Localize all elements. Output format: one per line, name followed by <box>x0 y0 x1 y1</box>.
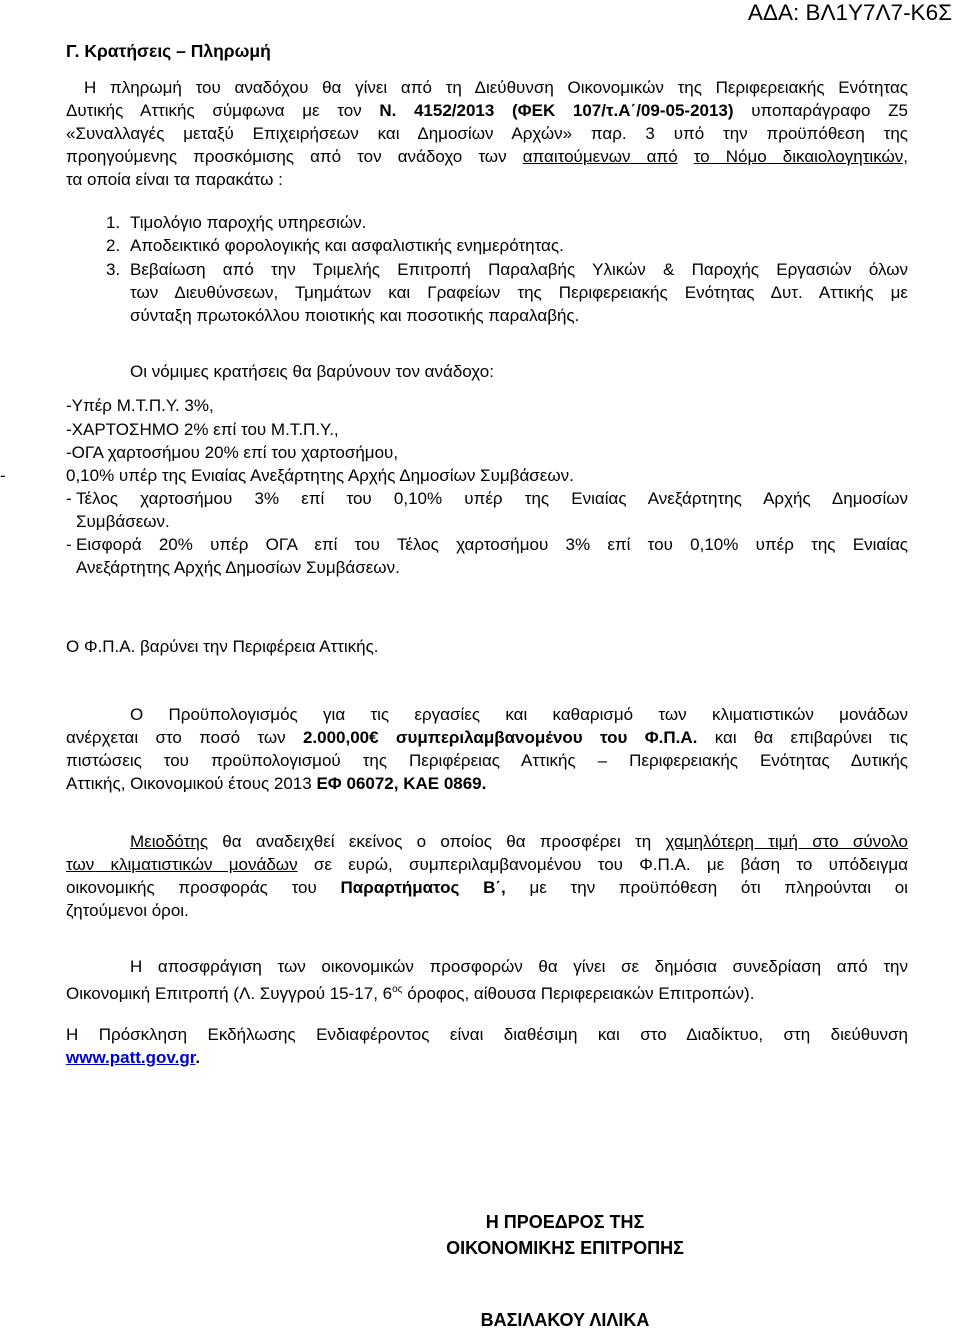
withholding-item: 0,10% υπέρ της Ενιαίας Ανεξάρτητης Αρχής Δημοσίων Συμβάσεων. <box>66 466 574 485</box>
text-line: των κλιματιστικών μονάδων σε ευρώ, συμπεριλαμβανομένου του Φ.Π.Α. με βάση το υπόδειγμα <box>66 855 908 874</box>
text-line: Η αποσφράγιση των οικονομικών προσφορών θα γίνει σε δημόσια συνεδρίαση από την <box>130 957 908 976</box>
withholding-item: Ανεξάρτητης Αρχής Δημοσίων Συμβάσεων. <box>76 558 400 577</box>
text-line: Ο Προϋπολογισμός για τις εργασίες και καθαρισμό των κλιματιστικών μονάδων <box>130 705 908 724</box>
text-line: Οικονομική Επιτροπή (Λ. Συγγρού 15-17, $6^{o\varsigma}$ όροφος, αίθουσα Περιφερειακών Επιτροπών). <box>66 984 755 1003</box>
list-dash: - <box>66 489 72 508</box>
website-link[interactable]: www.patt.gov.gr <box>66 1048 196 1067</box>
list-item: Αποδεικτικό φορολογικής και ασφαλιστικής ενημερότητας. <box>130 236 564 255</box>
text-line: ζητούμενοι όροι. <box>66 901 189 920</box>
withholding-item: Εισφορά 20% υπέρ ΟΓΑ επί του Τέλος χαρτοσήμου 3% επί του 0,10% υπέρ της Ενιαίας <box>76 535 908 554</box>
signature-role: ΟΙΚΟΝΟΜΙΚΗΣ ΕΠΙΤΡΟΠΗΣ <box>446 1238 684 1258</box>
withholding-item: -Υπέρ Μ.Τ.Π.Υ. 3%, <box>66 396 214 415</box>
list-dash: - <box>66 535 72 554</box>
list-number: 2. <box>106 236 121 255</box>
text-line: πιστώσεις του προϋπολογισμού της Περιφέρειας Αττικής – Περιφερειακής Ενότητας Δυτικής <box>66 751 908 770</box>
withholdings-intro: Οι νόμιμες κρατήσεις θα βαρύνουν τον ανάδοχο: <box>130 362 494 381</box>
text-line: Μειοδότης θα αναδειχθεί εκείνος ο οποίος θα προσφέρει τη χαμηλότερη τιμή στο σύνολο <box>130 832 909 851</box>
ada-code: ΑΔΑ: ΒΛ1Υ7Λ7-Κ6Σ <box>747 0 952 25</box>
signature-name: ΒΑΣΙΛΑΚΟΥ ΛΙΛΙΚΑ <box>480 1310 650 1330</box>
section-title: Γ. Κρατήσεις – Πληρωμή <box>66 41 271 61</box>
withholding-item: Τέλος χαρτοσήμου 3% επί του 0,10% υπέρ της Ενιαίας Ανεξάρτητης Αρχής Δημοσίων <box>76 489 908 508</box>
list-item: Βεβαίωση από την Τριμελής Επιτροπή Παραλαβής Υλικών & Παροχής Εργασιών όλων <box>130 260 908 279</box>
text-line: προηγούμενης προσκόμισης από τον ανάδοχο των απαιτούμενων από το Νόμο δικαιολογητικών, <box>66 147 908 166</box>
signature-role: Η ΠΡΟΕΔΡΟΣ ΤΗΣ <box>485 1212 645 1232</box>
text-line: Αττικής, Οικονομικού έτους 2013 ΕΦ 06072, ΚΑΕ 0869. <box>66 774 487 793</box>
text-line: τα οποία είναι τα παρακάτω : <box>66 170 283 189</box>
text-line: οικονομικής προσφοράς του Παραρτήματος Β΄, με την προϋπόθεση ότι πληρούνται οι <box>66 878 908 897</box>
list-dash: - <box>0 466 6 485</box>
vat-note: Ο Φ.Π.Α. βαρύνει την Περιφέρεια Αττικής. <box>66 637 379 656</box>
text-line: Δυτικής Αττικής σύμφωνα με τον Ν. 4152/2013 (ΦΕΚ 107/τ.Α΄/09-05-2013) υποπαράγραφο Ζ5 <box>66 101 908 120</box>
text-line: www.patt.gov.gr. <box>66 1048 201 1067</box>
list-number: 1. <box>106 213 121 232</box>
text-line: Η Πρόσκληση Εκδήλωσης Ενδιαφέροντος είναι διαθέσιμη και στο Διαδίκτυο, στη διεύθυνση <box>66 1025 908 1044</box>
withholding-item: Συμβάσεων. <box>76 512 170 531</box>
list-item: Τιμολόγιο παροχής υπηρεσιών. <box>130 213 367 232</box>
list-item: των Διευθύνσεων, Τμημάτων και Γραφείων της Περιφερειακής Ενότητας Δυτ. Αττικής με <box>130 283 908 302</box>
text-line: Η πληρωμή του αναδόχου θα γίνει από τη Διεύθυνση Οικονομικών της Περιφερειακής Ενότητας <box>84 78 908 97</box>
text-line: ανέρχεται στο ποσό των 2.000,00€ συμπεριλαμβανομένου του Φ.Π.Α. και θα επιβαρύνει τις <box>66 728 908 747</box>
withholding-item: -ΧΑΡΤΟΣΗΜΟ 2% επί του Μ.Τ.Π.Υ., <box>66 420 339 439</box>
list-number: 3. <box>106 260 121 279</box>
text-line: «Συναλλαγές μεταξύ Επιχειρήσεων και Δημοσίων Αρχών» παρ. 3 υπό την προϋπόθεση της <box>66 124 908 143</box>
list-item: σύνταξη πρωτοκόλλου ποιοτικής και ποσοτικής παραλαβής. <box>130 306 580 325</box>
withholding-item: -ΟΓΑ χαρτοσήμου 20% επί του χαρτοσήμου, <box>66 443 399 462</box>
